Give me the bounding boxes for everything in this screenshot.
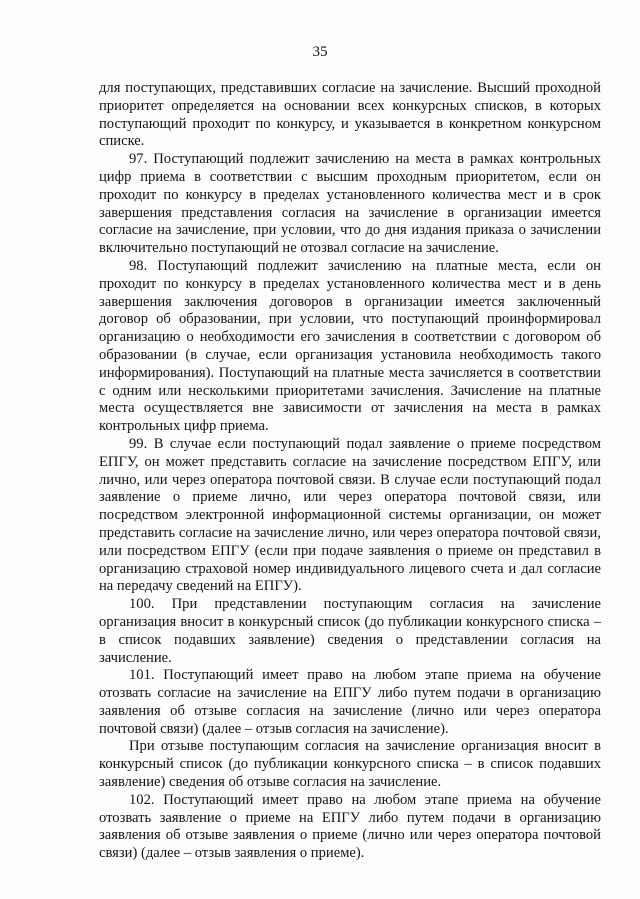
paragraph-102: 102. Поступающий имеет право на любом этапе приема на обучение отозвать заявление о приеме на ЕПГУ либо путем подачи в организацию заявления об отзыве заявления о приеме (лично или через оператора почтовой связи) (далее – отзыв заявления о приеме). [99, 791, 601, 862]
page-number: 35 [312, 44, 328, 60]
paragraph-101-continued: При отзыве поступающим согласия на зачисление организация вносит в конкурсный список (до публикации конкурсного списка – в список подавших заявление) сведения об отзыве согласия на зачисление. [99, 738, 601, 791]
paragraph-99: 99. В случае если поступающий подал заявление о приеме посредством ЕПГУ, он может представить согласие на зачисление посредством ЕПГУ, или лично, или через оператора почтовой связи. В случае если поступающий подал заявление о приеме лично, или через оператора почтовой связи, или посредством электронной информационной системы организации, он может представить согласие на зачисление лично, или через оператора почтовой связи, или посредством ЕПГУ (если при подаче заявления о приеме он представил в организацию страховой номер индивидуального лицевого счета и дал согласие на передачу сведений на ЕПГУ). [99, 435, 601, 595]
body-text [99, 80, 601, 863]
paragraph-continuation: для поступающих, представивших согласие на зачисление. Высший проходной приоритет определяется на основании всех конкурсных списков, в которых поступающий проходит по конкурсу, и указывается в конкретном конкурсном списке. [99, 80, 601, 150]
paragraph-97: 97. Поступающий подлежит зачислению на места в рамках контрольных цифр приема в соответствии с высшим проходным приоритетом, если он проходит по конкурсу в пределах установленного количества мест и в срок завершения представления согласия на зачисление в организации имеется согласие на зачисление, при условии, что до дня издания приказа о зачислении включительно поступающий не отозвал согласие на зачисление. [99, 151, 601, 257]
paragraph-98: 98. Поступающий подлежит зачислению на платные места, если он проходит по конкурсу в пределах установленного количества мест и в день завершения заключения договоров в организации имеется заключенный договор об образовании, при условии, что поступающий проинформировал организацию о необходимости его зачисления в соответствии с договором об образовании (в случае, если организация установила необходимость такого информирования). Поступающий на платные места зачисляется в соответствии с одним или несколькими приоритетами зачисления. Зачисление на платные места осуществляется вне зависимости от зачисления на места в рамках контрольных цифр приема. [99, 257, 601, 435]
paragraph-101: 101. Поступающий имеет право на любом этапе приема на обучение отозвать согласие на зачисление на ЕПГУ либо путем подачи в организацию заявления об отзыве согласия на зачисление (лично или через оператора почтовой связи) (далее – отзыв согласия на зачисление). [99, 667, 601, 737]
paragraph-100: 100. При представлении поступающим согласия на зачисление организация вносит в конкурсный список (до публикации конкурсного списка – в список подавших заявление) сведения о представлении согласия на зачисление. [99, 596, 601, 666]
